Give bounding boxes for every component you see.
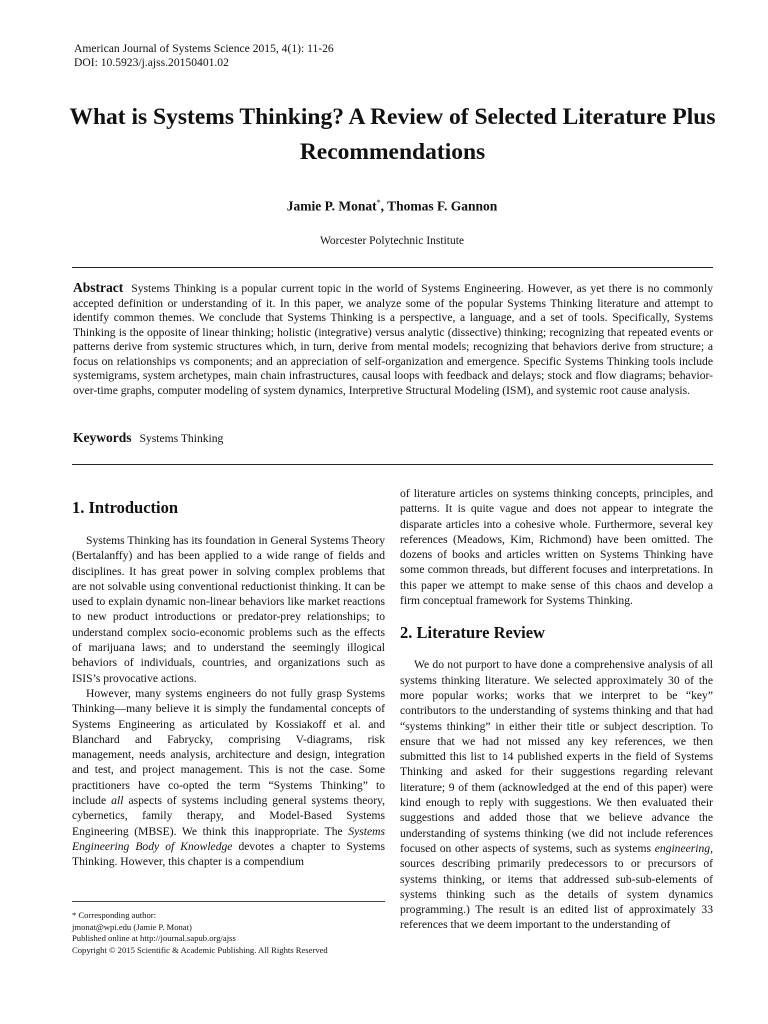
journal-header xyxy=(74,42,334,70)
corresponding-author-mark: * xyxy=(376,198,381,207)
keywords xyxy=(73,430,223,446)
section-heading-literature-review: 2. Literature Review xyxy=(400,623,545,643)
author-line xyxy=(0,198,768,215)
keywords-label: Keywords xyxy=(73,430,132,445)
author-email: jmonat@wpi.edu (Jamie P. Monat) xyxy=(72,921,192,932)
journal-citation: American Journal of Systems Science 2015, 4(1): 11-26 xyxy=(74,42,334,55)
intro-continued-paragraph: of literature articles on systems thinking concepts, principles, and patterns. It is quite vague and does not appear to integrate the disparate articles into a cohesive whole. Furthermore, several key references (Meadows, Kim, Richmond) have been omitted. The dozens of books and articles written on Systems Thinking have some common threads, but different focuses and interpretations. In this paper we attempt to make sense of this chaos and develop a firm conceptual framework for Systems Thinking. xyxy=(400,487,713,608)
abstract-label: Abstract xyxy=(73,280,124,295)
emphasis-engineering: engineering xyxy=(654,841,711,855)
abstract-text: Systems Thinking is a popular current topic in the world of Systems Engineering. However, as yet there is no commonly accepted definition or understanding of it. In this paper, we analyze some of the popular Systems Thinking literature and attempt to identify common themes. We conclude that Systems Thinking is a perspective, a language, and a set of tools. Specifically, Systems Thinking is the opposite of linear thinking; holistic (integrative) versus analytic (dissective) thinking; recognizing that repeated events or patterns derive from systemic structures which, in turn, derive from mental models; recognizing that behaviors derive from structure; a focus on relationships vs components; and an appreciation of self-organization and emergence. Specific Systems Thinking tools include systemigrams, system archetypes, main chain infrastructures, causal loops with feedback and delays; stock and flow diagrams; behavior-over-time graphs, computer modeling of system dynamics, Interpretive Structural Modeling (ISM), and systemic root cause analysis. xyxy=(73,282,713,397)
affiliation: Worcester Polytechnic Institute xyxy=(319,235,465,247)
intro-paragraph-2: However, many systems engineers do not fully grasp Systems Thinking—many believe it is simply the fundamental concepts of Systems Engineering as articulated by Kossiakoff et al. and Blanchard and Fabrycky, comprising V-diagrams, risk management, needs analysis, architecture and design, integration and test, and project management. This is not the case. Some practitioners have co-opted the term “Systems Thinking” to include all aspects of systems including general systems theory, cybernetics, family therapy, and Model-Based Systems Engineering (MBSE). We think this inappropriate. The Systems Engineering Body of Knowledge devotes a chapter to Systems Thinking. However, this chapter is a compendium xyxy=(72,686,386,869)
book-title: Systems Engineering Body of Knowledge xyxy=(72,824,385,853)
doi-line: DOI: 10.5923/j.ajss.20150401.02 xyxy=(74,56,229,69)
paper-title: What is Systems Thinking? A Review of Selected Literature Plus Recommendations xyxy=(69,104,716,165)
literature-review-paragraph-1: We do not purport to have done a comprehensive analysis of all systems thinking literature. We selected approximately 30 of the more popular works; works that we interpret to be “key” contributors to the understanding of systems thinking and that had “systems thinking” in either their title or subject description. To ensure that we had not missed any key references, we then submitted this list to 14 published experts in the field of Systems Thinking and asked for their suggestions regarding relevant literature; 9 of them (acknowledged at the end of this paper) were kind enough to reply with suggestions. We then evaluated their suggestions and added those that we believe advance the understanding of systems thinking (we did not include references focused on other aspects of systems, such as systems engineering, sources describing primarily predecessors to or precursors of systems thinking, or items that addressed sub-sub-elements of systems thinking such as the details of system dynamics programming.) The result is an edited list of approximately 33 references that we deem important to the understanding of xyxy=(400,658,713,932)
published-online-note: Published online at http://journal.sapub.org/ajss xyxy=(72,933,236,944)
footnote-divider xyxy=(72,901,385,902)
top-divider xyxy=(72,267,713,268)
copyright-note: Copyright © 2015 Scientific & Academic Publishing. All Rights Reserved xyxy=(72,944,328,955)
right-column xyxy=(400,486,713,933)
footnotes xyxy=(72,910,328,956)
abstract xyxy=(73,281,713,398)
author-name: Jamie P. Monat xyxy=(286,198,377,214)
left-column xyxy=(72,486,385,870)
section-heading-introduction: 1. Introduction xyxy=(72,498,179,517)
intro-paragraph-1: Systems Thinking has its foundation in General Systems Theory (Bertalanffy) and has been applied to a wide range of fields and disciplines. It has great power in solving complex problems that are not solvable using conventional reductionist thinking. It can be used to explain dynamic non-linear behaviors like market reactions to new product introductions or predator-prey relationships; to understand complex socio-economic problems such as the effects of marijuana laws; and to understand the seemingly illogical behaviors of individuals, countries, and organizations such as ISIS’s provocative actions. xyxy=(72,534,385,685)
bottom-divider xyxy=(72,464,713,465)
author-name: , Thomas F. Gannon xyxy=(380,198,498,214)
keywords-text: Systems Thinking xyxy=(139,432,224,445)
emphasis-all: all xyxy=(111,794,124,808)
corresponding-author-note: * Corresponding author: xyxy=(72,910,157,920)
